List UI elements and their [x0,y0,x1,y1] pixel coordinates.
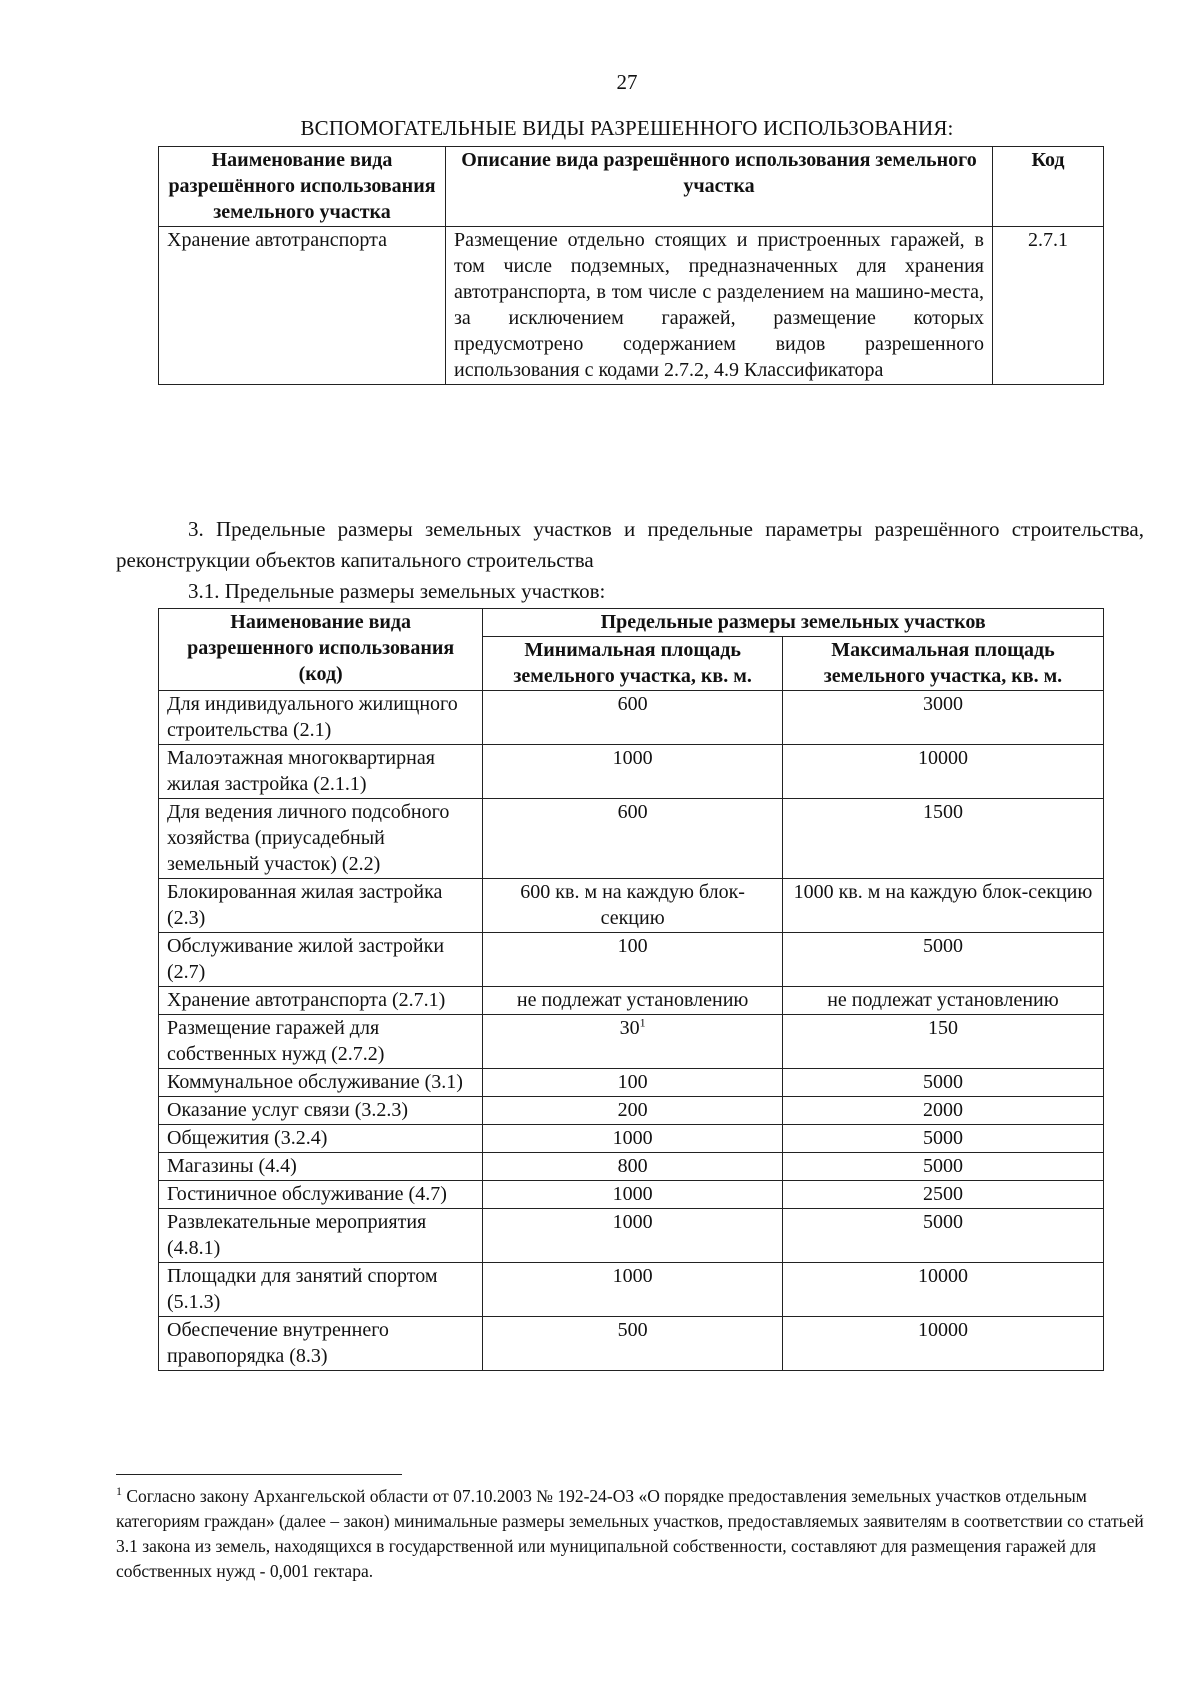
min-area-cell: не подлежат установлению [483,987,783,1015]
column-header-name: Наименование вида разрешённого использования земельного участка [159,147,446,227]
use-name-cell: Размещение гаражей для собственных нужд (2.7.2) [159,1015,483,1069]
table-row [159,691,1104,745]
table-row [159,933,1104,987]
min-area-cell: 1000 [483,745,783,799]
min-area-cell [483,1015,783,1069]
use-name-cell: Гостиничное обслуживание (4.7) [159,1181,483,1209]
use-name-cell: Для ведения личного подсобного хозяйства (приусадебный земельный участок) (2.2) [159,799,483,879]
table-row [159,1097,1104,1125]
min-area-cell: 500 [483,1317,783,1371]
max-area-cell: 10000 [782,1317,1103,1371]
use-name-cell: Площадки для занятий спортом (5.1.3) [159,1263,483,1317]
paragraph-plot-sizes: 3.1. Предельные размеры земельных участков: [188,579,606,603]
table-row [159,227,1104,385]
use-name-cell: Обслуживание жилой застройки (2.7) [159,933,483,987]
min-area-cell: 800 [483,1153,783,1181]
min-area-cell: 200 [483,1097,783,1125]
use-name-cell: Хранение автотранспорта [159,227,446,385]
min-area-cell: 100 [483,933,783,987]
plot-sizes-table [158,608,1104,1371]
section-title: ВСПОМОГАТЕЛЬНЫЕ ВИДЫ РАЗРЕШЕННОГО ИСПОЛЬЗОВАНИЯ: [300,116,954,140]
min-area-cell: 1000 [483,1125,783,1153]
table-row [159,1263,1104,1317]
min-area-cell: 1000 [483,1209,783,1263]
table-row [159,1317,1104,1371]
permitted-use-table [158,146,1104,385]
max-area-cell: не подлежат установлению [782,987,1103,1015]
max-area-cell: 5000 [782,933,1103,987]
footnote-reference: 1 [639,1015,646,1030]
table-row [159,1069,1104,1097]
column-header-min-area: Минимальная площадь земельного участка, кв. м. [483,637,783,691]
footnote-divider [116,1474,402,1475]
use-description-cell: Размещение отдельно стоящих и пристроенных гаражей, в том числе подземных, предназначенных для хранения автотранспорта, в том числе с разделением на машино-места, за исключением гаражей, размещение которых предусмотрено содержанием видов разрешенного использования с кодами 2.7.2, 4.9 Классификатора [446,227,993,385]
table-row [159,1209,1104,1263]
column-group-header: Предельные размеры земельных участков [483,609,1104,637]
min-area-cell: 1000 [483,1181,783,1209]
use-name-cell: Развлекательные мероприятия (4.8.1) [159,1209,483,1263]
max-area-cell: 1500 [782,799,1103,879]
max-area-cell: 10000 [782,1263,1103,1317]
table-row [159,1015,1104,1069]
table-row [159,987,1104,1015]
footnote-marker: 1 [116,1484,122,1499]
min-area-value: 30 [619,1017,640,1039]
column-header-use-type: Наименование вида разрешенного использования (код) [159,609,483,691]
use-name-cell: Оказание услуг связи (3.2.3) [159,1097,483,1125]
column-header-description: Описание вида разрешённого использования земельного участка [446,147,993,227]
use-name-cell: Магазины (4.4) [159,1153,483,1181]
use-name-cell: Для индивидуального жилищного строительства (2.1) [159,691,483,745]
max-area-cell: 5000 [782,1069,1103,1097]
max-area-cell: 2500 [782,1181,1103,1209]
table-row [159,1181,1104,1209]
max-area-cell: 150 [782,1015,1103,1069]
column-header-code: Код [993,147,1104,227]
max-area-cell: 5000 [782,1153,1103,1181]
min-area-cell: 1000 [483,1263,783,1317]
use-code-cell: 2.7.1 [993,227,1104,385]
table-header-row [159,147,1104,227]
max-area-cell: 5000 [782,1209,1103,1263]
min-area-cell: 600 [483,799,783,879]
footnote-text: Согласно закону Архангельской области от 07.10.2003 № 192-24-ОЗ «О порядке предоставления земельных участков отдельным категориям граждан» (далее – закон) минимальные размеры земельных участков, предоставляемых заявителям в соответствии со статьей 3.1 закона из земель, находящихся в государственной или муниципальной собственности, составляют для размещения гаражей для собственных нужд - 0,001 гектара. [116,1486,1144,1581]
table-row [159,799,1104,879]
max-area-cell: 2000 [782,1097,1103,1125]
use-name-cell: Общежития (3.2.4) [159,1125,483,1153]
use-name-cell: Коммунальное обслуживание (3.1) [159,1069,483,1097]
use-name-cell: Хранение автотранспорта (2.7.1) [159,987,483,1015]
use-name-cell: Малоэтажная многоквартирная жилая застройка (2.1.1) [159,745,483,799]
min-area-cell: 600 [483,691,783,745]
table-row [159,879,1104,933]
use-name-cell: Обеспечение внутреннего правопорядка (8.3) [159,1317,483,1371]
table-row [159,745,1104,799]
page-number: 27 [616,70,638,94]
paragraph-limits: 3. Предельные размеры земельных участков и предельные параметры разрешённого строительства, реконструкции объектов капитального строительства [116,517,1144,572]
max-area-cell: 5000 [782,1125,1103,1153]
table-row [159,1153,1104,1181]
max-area-cell: 1000 кв. м на каждую блок-секцию [782,879,1103,933]
footnote [116,1484,1144,1584]
table-header-row [159,609,1104,637]
use-name-cell: Блокированная жилая застройка (2.3) [159,879,483,933]
min-area-cell: 100 [483,1069,783,1097]
max-area-cell: 10000 [782,745,1103,799]
table-row [159,1125,1104,1153]
column-header-max-area: Максимальная площадь земельного участка, кв. м. [782,637,1103,691]
min-area-cell: 600 кв. м на каждую блок-секцию [483,879,783,933]
max-area-cell: 3000 [782,691,1103,745]
